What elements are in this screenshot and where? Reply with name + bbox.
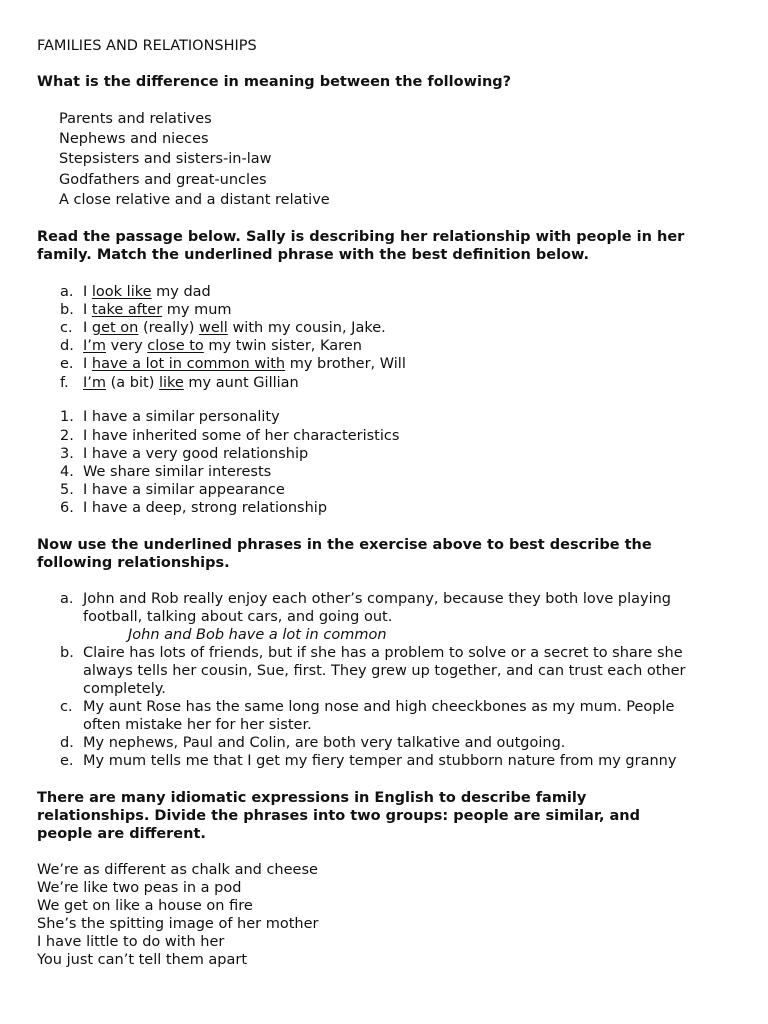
- item-text: always tells her cousin, Sue, first. They grew up together, and can trust each other: [83, 663, 686, 679]
- list-item: Stepsisters and sisters-in-law: [59, 151, 272, 167]
- question-4-prompt-line-1: There are many idiomatic expressions in English to describe family: [37, 790, 587, 806]
- underlined-phrase: I’m: [83, 338, 107, 354]
- definition-text: I have a very good relationship: [83, 446, 309, 462]
- phrase-segment: I: [83, 320, 92, 336]
- question-4-prompt-line-3: people are different.: [37, 826, 206, 842]
- underlined-phrase: get on: [91, 320, 139, 336]
- phrase-segment: (a bit): [106, 375, 159, 391]
- underlined-phrase: like: [158, 375, 184, 391]
- phrase-text: [83, 355, 406, 373]
- phrase-label: b.: [60, 302, 74, 318]
- idiom-item: We’re like two peas in a pod: [37, 880, 242, 896]
- phrase-label: e.: [60, 356, 74, 372]
- phrase-text: [83, 301, 232, 319]
- item-text: football, talking about cars, and going out.: [83, 609, 393, 625]
- definition-number: 5.: [60, 482, 74, 498]
- underlined-phrase: well: [199, 320, 228, 336]
- item-text: John and Rob really enjoy each other’s company, because they both love playing: [83, 591, 671, 607]
- item-text: Claire has lots of friends, but if she has a problem to solve or a secret to share she: [83, 645, 683, 661]
- phrase-text: [83, 337, 362, 355]
- definition-text: I have inherited some of her characteristics: [83, 428, 400, 444]
- item-text: completely.: [83, 681, 166, 697]
- phrase-segment: I: [83, 356, 92, 372]
- definition-number: 3.: [60, 446, 74, 462]
- item-text: My mum tells me that I get my fiery temper and stubborn nature from my granny: [83, 753, 677, 769]
- definition-number: 2.: [60, 428, 74, 444]
- underlined-phrase: have a lot in common with: [91, 356, 286, 372]
- phrase-text: [83, 374, 299, 392]
- phrase-text: [83, 319, 386, 337]
- definition-number: 1.: [60, 409, 74, 425]
- phrase-label: c.: [60, 320, 73, 336]
- definition-text: I have a similar appearance: [83, 482, 285, 498]
- question-2-prompt-line-1: Read the passage below. Sally is describing her relationship with people in her: [37, 229, 685, 245]
- item-label: a.: [60, 591, 74, 607]
- phrase-segment: I: [83, 284, 92, 300]
- item-text: My aunt Rose has the same long nose and high cheeckbones as my mum. People: [83, 699, 675, 715]
- idiom-item: We’re as different as chalk and cheese: [37, 862, 318, 878]
- phrase-segment: my aunt Gillian: [183, 375, 299, 391]
- question-2-prompt-line-2: family. Match the underlined phrase with the best definition below.: [37, 247, 589, 263]
- item-label: d.: [60, 735, 74, 751]
- item-label: c.: [60, 699, 73, 715]
- page-title: FAMILIES AND RELATIONSHIPS: [37, 38, 257, 54]
- idiom-item: You just can’t tell them apart: [37, 952, 248, 968]
- definition-text: I have a deep, strong relationship: [83, 500, 328, 516]
- phrase-segment: my mum: [162, 302, 232, 318]
- phrase-segment: my dad: [151, 284, 211, 300]
- phrase-segment: (really): [138, 320, 199, 336]
- phrase-label: a.: [60, 284, 74, 300]
- question-3-prompt-line-1: Now use the underlined phrases in the exercise above to best describe the: [37, 537, 652, 553]
- underlined-phrase: I’m: [83, 375, 107, 391]
- item-label: b.: [60, 645, 74, 661]
- item-text: often mistake her for her sister.: [83, 717, 312, 733]
- question-4-prompt-line-2: relationships. Divide the phrases into two groups: people are similar, and: [37, 808, 640, 824]
- phrase-segment: with my cousin, Jake.: [227, 320, 386, 336]
- list-item: Godfathers and great-uncles: [59, 172, 267, 188]
- list-item: Nephews and nieces: [59, 131, 209, 147]
- underlined-phrase: close to: [147, 338, 204, 354]
- definition-text: We share similar interests: [83, 464, 272, 480]
- example-answer: John and Bob have a lot in common: [128, 627, 387, 643]
- phrase-text: [83, 283, 211, 301]
- phrase-segment: very: [106, 338, 148, 354]
- item-text: My nephews, Paul and Colin, are both very talkative and outgoing.: [83, 735, 566, 751]
- underlined-phrase: take after: [91, 302, 163, 318]
- phrase-segment: I: [83, 302, 92, 318]
- underlined-phrase: look like: [91, 284, 152, 300]
- definition-number: 4.: [60, 464, 74, 480]
- idiom-item: She’s the spitting image of her mother: [37, 916, 319, 932]
- idiom-item: I have little to do with her: [37, 934, 225, 950]
- phrase-segment: my twin sister, Karen: [203, 338, 362, 354]
- definition-text: I have a similar personality: [83, 409, 280, 425]
- phrase-label: d.: [60, 338, 74, 354]
- phrase-label: f.: [60, 375, 69, 391]
- question-1-prompt: What is the difference in meaning between the following?: [37, 74, 512, 90]
- question-3-prompt-line-2: following relationships.: [37, 555, 230, 571]
- definition-number: 6.: [60, 500, 74, 516]
- list-item: A close relative and a distant relative: [59, 192, 330, 208]
- phrase-segment: my brother, Will: [285, 356, 406, 372]
- item-label: e.: [60, 753, 74, 769]
- list-item: Parents and relatives: [59, 111, 212, 127]
- idiom-item: We get on like a house on fire: [37, 898, 253, 914]
